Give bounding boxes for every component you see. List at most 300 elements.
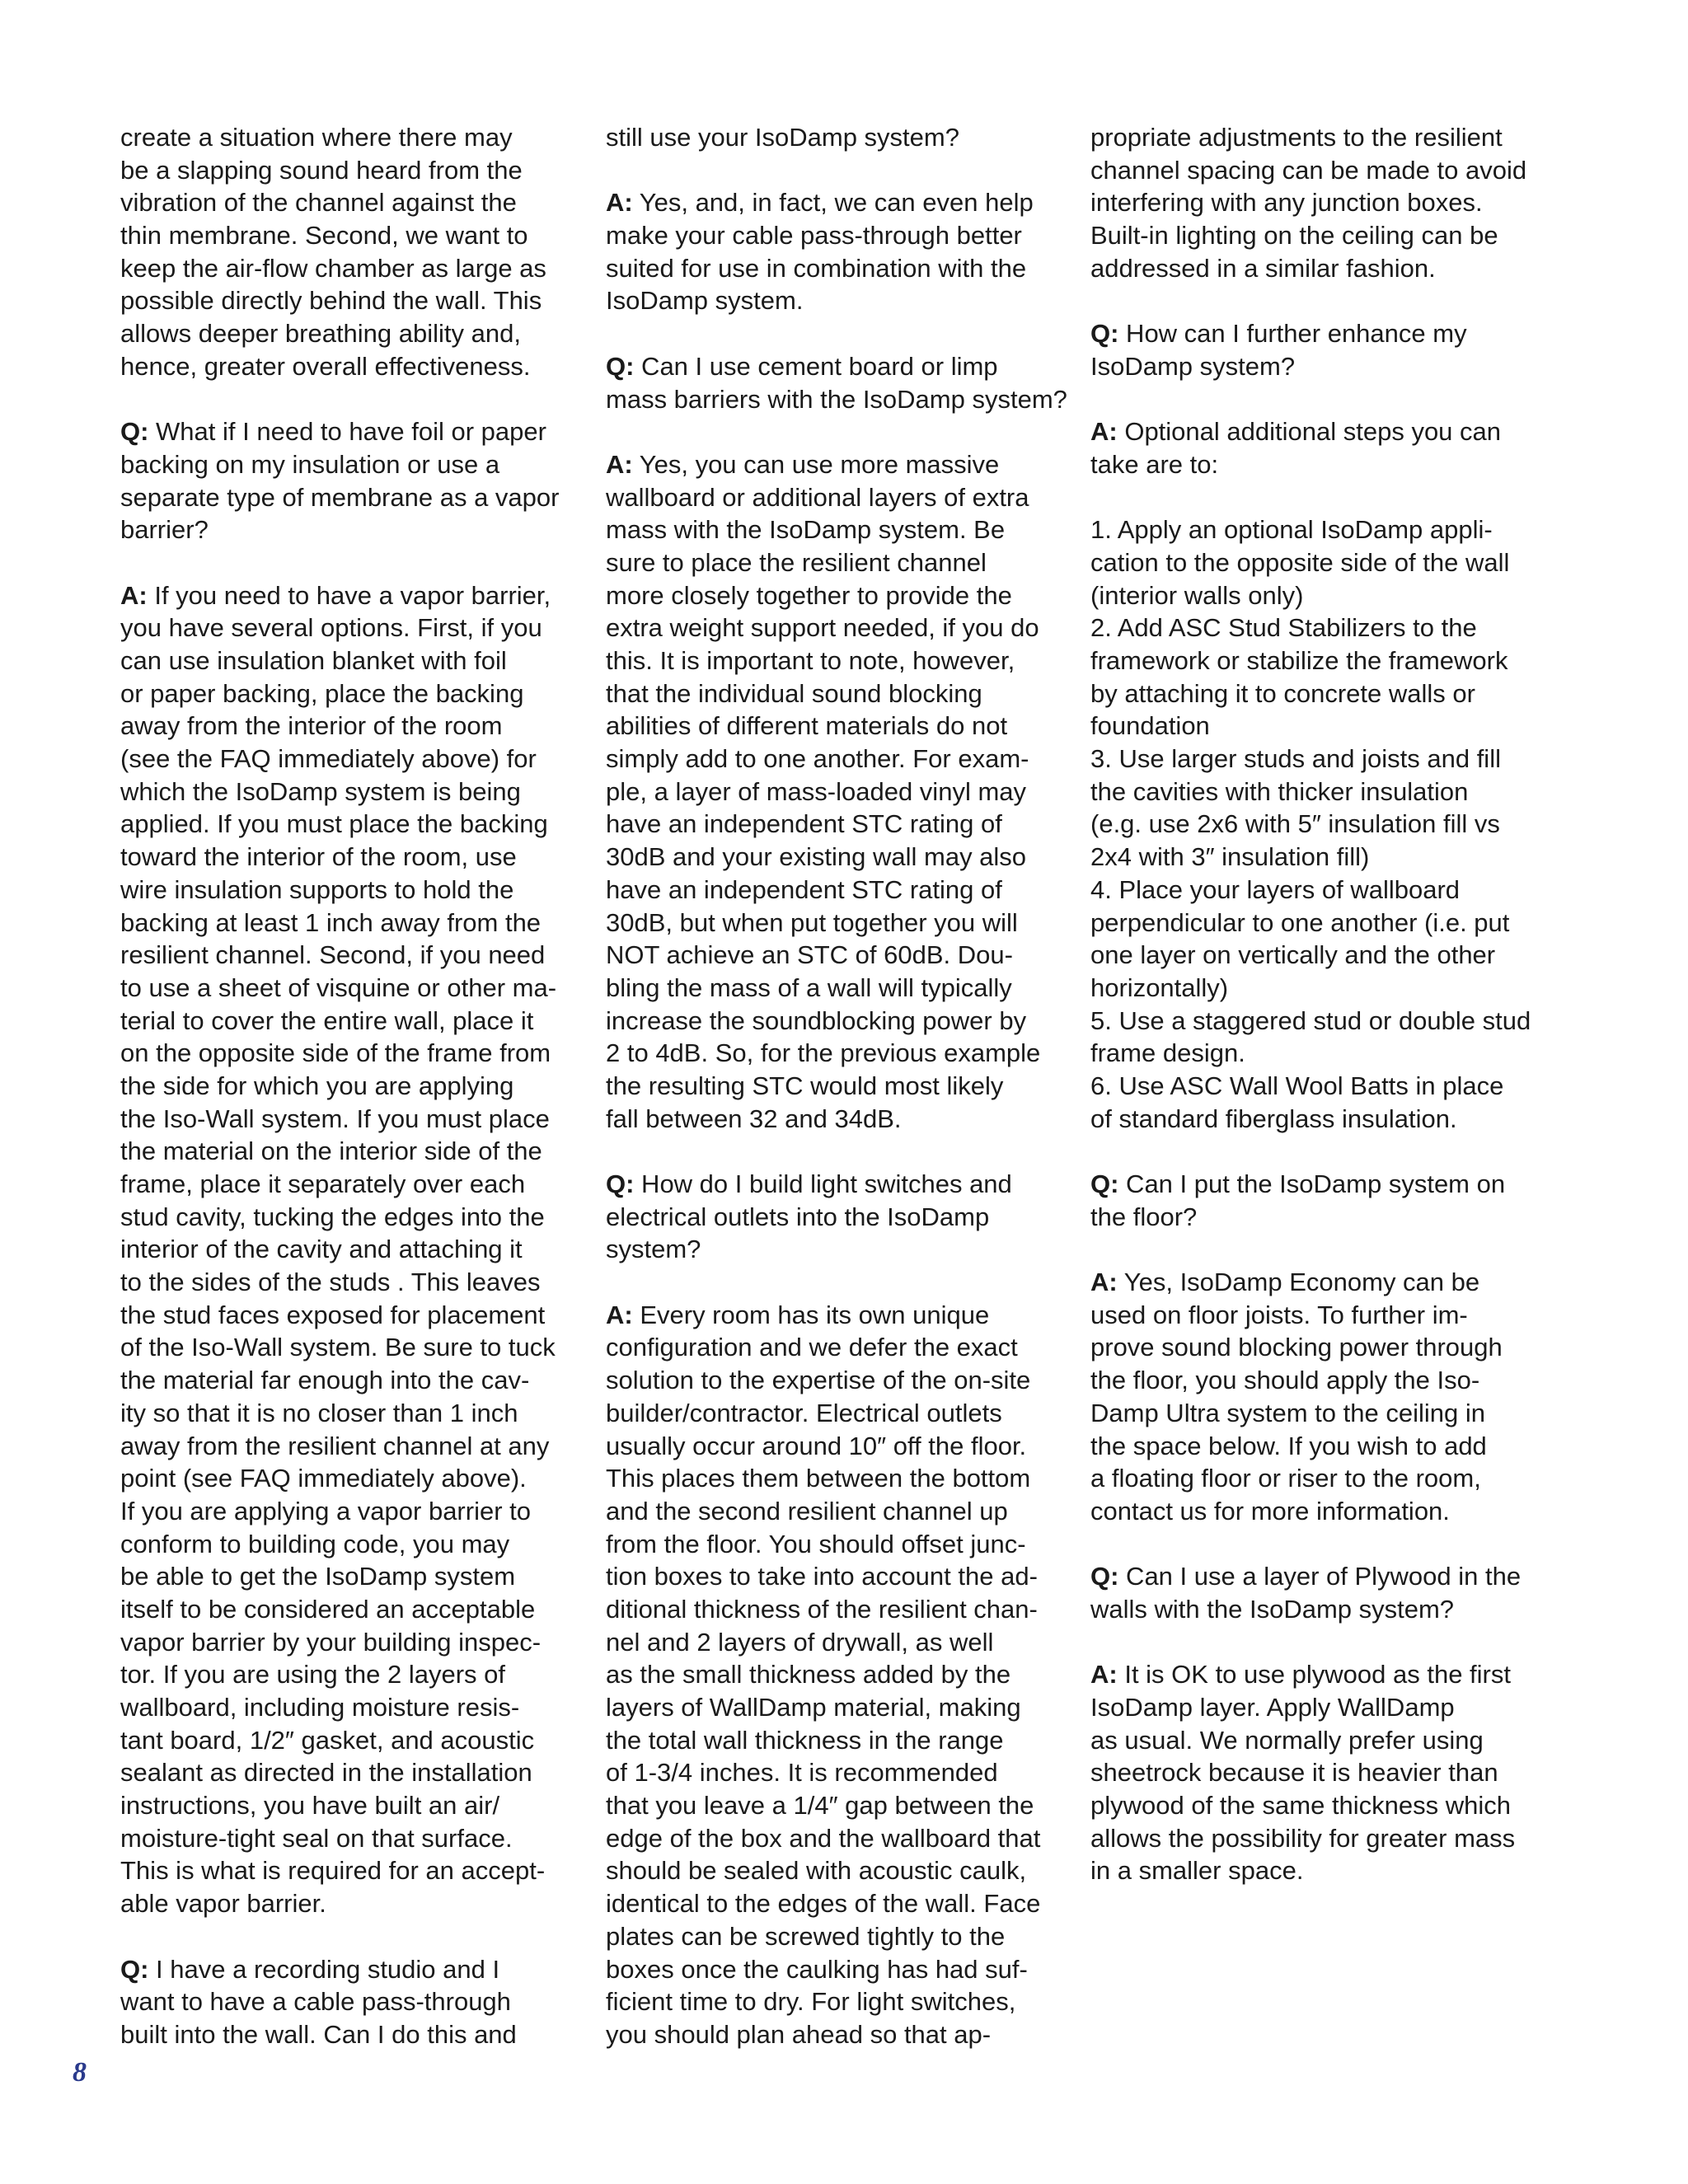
line-text: contact us for more information. — [1090, 1496, 1450, 1526]
paragraph-gap — [1090, 1528, 1568, 1561]
line-text: this. It is important to note, however, — [606, 646, 1015, 675]
line-text: the space below. If you wish to add — [1090, 1431, 1487, 1460]
text-line — [1090, 677, 1568, 710]
text-line — [120, 1756, 582, 1789]
text-line — [1090, 1070, 1568, 1103]
line-text: IsoDamp layer. Apply WallDamp — [1090, 1693, 1455, 1722]
line-text: cation to the opposite side of the wall — [1090, 547, 1510, 577]
text-line — [1090, 1691, 1568, 1724]
line-text: to use a sheet of visquine or other ma- — [120, 972, 557, 1002]
line-text: nel and 2 layers of drywall, as well — [606, 1627, 994, 1657]
line-text: suited for use in combination with the — [606, 253, 1027, 283]
line-text: built into the wall. Can I do this and — [120, 2019, 517, 2049]
text-line — [1090, 350, 1568, 383]
paragraph — [606, 121, 1076, 154]
faq-answer — [1090, 1658, 1568, 1887]
text-line — [606, 513, 1076, 546]
faq-question — [1090, 1560, 1568, 1625]
line-text: by attaching it to concrete walls or — [1090, 678, 1475, 708]
text-line — [120, 776, 582, 808]
qa-label: A: — [120, 580, 148, 610]
text-line — [120, 1854, 582, 1887]
line-text: configuration and we defer the exact — [606, 1333, 1018, 1362]
text-line — [120, 1430, 582, 1463]
text-line — [1090, 1495, 1568, 1528]
text-line — [120, 1103, 582, 1136]
paragraph-gap — [606, 154, 1076, 187]
text-line — [1090, 1430, 1568, 1463]
line-text: electrical outlets into the IsoDamp — [606, 1202, 990, 1231]
line-text: ple, a layer of mass-loaded vinyl may — [606, 776, 1027, 806]
line-text: layers of WallDamp material, making — [606, 1693, 1021, 1722]
faq-answer — [606, 1299, 1076, 2051]
faq-question — [606, 1168, 1076, 1266]
text-line — [1090, 219, 1568, 252]
text-line — [1090, 415, 1568, 448]
paragraph-gap — [606, 1266, 1076, 1299]
text-line — [1090, 317, 1568, 350]
text-line — [606, 546, 1076, 579]
text-line — [1090, 907, 1568, 940]
text-line — [120, 219, 582, 252]
line-text: I have a recording studio and I — [148, 1954, 500, 1984]
line-text: propriate adjustments to the resilient — [1090, 123, 1503, 152]
line-text: How can I further enhance my — [1118, 319, 1467, 349]
text-line — [606, 1168, 1076, 1201]
paragraph-gap — [120, 1920, 582, 1953]
paragraph-gap — [120, 383, 582, 416]
text-line — [606, 1985, 1076, 2018]
line-text: (see the FAQ immediately above) for — [120, 744, 537, 774]
text-line — [1090, 1266, 1568, 1299]
line-text: be a slapping sound heard from the — [120, 155, 523, 185]
line-text: and the second resilient channel up — [606, 1496, 1008, 1526]
line-text: that you leave a 1/4″ gap between the — [606, 1791, 1034, 1821]
faq-answer — [606, 448, 1076, 1135]
line-text: wallboard, including moisture resis- — [120, 1693, 520, 1722]
line-text: bling the mass of a wall will typically — [606, 972, 1012, 1002]
text-line — [1090, 1854, 1568, 1887]
text-line — [1090, 1822, 1568, 1855]
text-line — [606, 644, 1076, 677]
line-text: sealant as directed in the installation — [120, 1758, 532, 1788]
text-line — [1090, 1103, 1568, 1136]
line-text: How do I build light switches and — [634, 1169, 1012, 1198]
line-text: usually occur around 10″ off the floor. — [606, 1431, 1027, 1460]
line-text: take are to: — [1090, 449, 1219, 479]
text-line — [120, 710, 582, 743]
text-line — [120, 513, 582, 546]
line-text: want to have a cable pass-through — [120, 1987, 511, 2017]
text-line — [606, 1953, 1076, 1986]
line-text: Built-in lighting on the ceiling can be — [1090, 221, 1498, 251]
line-text: possible directly behind the wall. This — [120, 286, 542, 316]
text-line — [1090, 154, 1568, 187]
text-column-2 — [606, 121, 1076, 2051]
line-text: Can I use cement board or limp — [634, 351, 998, 381]
line-text: which the IsoDamp system is being — [120, 776, 521, 806]
text-line — [606, 1430, 1076, 1463]
text-line — [120, 448, 582, 481]
line-text: increase the soundblocking power by — [606, 1005, 1027, 1035]
line-text: walls with the IsoDamp system? — [1090, 1594, 1455, 1624]
faq-answer — [1090, 1266, 1568, 1528]
text-line — [606, 939, 1076, 972]
faq-question — [120, 1953, 582, 2051]
line-text: the stud faces exposed for placement — [120, 1300, 546, 1329]
text-line — [606, 1593, 1076, 1626]
line-text: the floor? — [1090, 1202, 1198, 1231]
line-text: ditional thickness of the resilient chan- — [606, 1594, 1038, 1624]
line-text: edge of the box and the wallboard that — [606, 1823, 1041, 1853]
line-text: This is what is required for an accept- — [120, 1856, 546, 1886]
line-text: more closely together to provide the — [606, 580, 1012, 610]
text-line — [606, 219, 1076, 252]
text-line — [120, 939, 582, 972]
qa-label: A: — [1090, 417, 1118, 447]
line-text: 6. Use ASC Wall Wool Batts in place — [1090, 1071, 1504, 1100]
line-text: tion boxes to take into account the ad- — [606, 1562, 1038, 1591]
page-number: 8 — [73, 2057, 87, 2088]
text-line — [606, 1103, 1076, 1136]
text-line — [120, 972, 582, 1005]
text-line — [1090, 1168, 1568, 1201]
text-line — [606, 1822, 1076, 1855]
line-text: ity so that it is no closer than 1 inch — [120, 1398, 518, 1427]
line-text: still use your IsoDamp system? — [606, 123, 959, 152]
line-text: extra weight support needed, if you do — [606, 613, 1039, 643]
paragraph-gap — [1090, 1233, 1568, 1266]
line-text: frame, place it separately over each — [120, 1169, 526, 1198]
text-line — [120, 1005, 582, 1038]
line-text: 2. Add ASC Stud Stabilizers to the — [1090, 613, 1477, 643]
line-text: addressed in a similar fashion. — [1090, 253, 1436, 283]
line-text: as usual. We normally prefer using — [1090, 1725, 1484, 1755]
text-line — [606, 776, 1076, 808]
text-line — [606, 1854, 1076, 1887]
line-text: backing on my insulation or use a — [120, 449, 500, 479]
text-line — [606, 874, 1076, 907]
text-line — [1090, 1658, 1568, 1691]
text-line — [1090, 186, 1568, 219]
text-line — [1090, 1005, 1568, 1038]
line-text: a floating floor or riser to the room, — [1090, 1464, 1481, 1493]
line-text: interfering with any junction boxes. — [1090, 188, 1483, 218]
line-text: 5. Use a staggered stud or double stud — [1090, 1005, 1531, 1035]
line-text: applied. If you must place the backing — [120, 809, 548, 839]
text-line — [606, 1397, 1076, 1430]
text-line — [120, 1462, 582, 1495]
text-column-1 — [120, 121, 582, 2051]
line-text: IsoDamp system. — [606, 286, 804, 316]
line-text: of 1-3/4 inches. It is recommended — [606, 1758, 998, 1788]
text-line — [606, 1528, 1076, 1561]
qa-label: Q: — [120, 1954, 149, 1984]
line-text: (e.g. use 2x6 with 5″ insulation fill vs — [1090, 809, 1500, 839]
paragraph-gap — [606, 415, 1076, 448]
line-text: moisture-tight seal on that surface. — [120, 1823, 513, 1853]
line-text: the material far enough into the cav- — [120, 1366, 530, 1395]
line-text: used on floor joists. To further im- — [1090, 1300, 1468, 1329]
text-line — [606, 448, 1076, 481]
line-text: identical to the edges of the wall. Face — [606, 1889, 1041, 1919]
text-line — [120, 1037, 582, 1070]
text-line — [606, 121, 1076, 154]
text-line — [606, 383, 1076, 416]
text-line — [1090, 1593, 1568, 1626]
line-text: vibration of the channel against the — [120, 188, 517, 218]
text-line — [606, 1462, 1076, 1495]
text-line — [606, 710, 1076, 743]
line-text: framework or stabilize the framework — [1090, 646, 1508, 675]
paragraph-gap — [1090, 284, 1568, 317]
line-text: 1. Apply an optional IsoDamp appli- — [1090, 515, 1493, 545]
line-text: allows the possibility for greater mass — [1090, 1823, 1516, 1853]
line-text: vapor barrier by your building inspec- — [120, 1627, 542, 1657]
text-line — [120, 1168, 582, 1201]
line-text: to the sides of the studs . This leaves — [120, 1268, 541, 1297]
paragraph — [1090, 121, 1568, 284]
text-line — [120, 154, 582, 187]
line-text: Damp Ultra system to the ceiling in — [1090, 1398, 1485, 1427]
text-line — [606, 1070, 1076, 1103]
text-line — [1090, 1462, 1568, 1495]
text-line — [606, 1331, 1076, 1364]
line-text: 2x4 with 3″ insulation fill) — [1090, 842, 1370, 872]
line-text: channel spacing can be made to avoid — [1090, 155, 1527, 185]
line-text: keep the air-flow chamber as large as — [120, 253, 546, 283]
text-line — [606, 1756, 1076, 1789]
text-line — [120, 1953, 582, 1986]
qa-label: Q: — [606, 351, 635, 381]
text-line — [120, 252, 582, 285]
line-text: It is OK to use plywood as the first — [1117, 1660, 1511, 1690]
text-line — [120, 1201, 582, 1234]
text-line — [120, 1135, 582, 1168]
text-line — [606, 1299, 1076, 1332]
text-line — [120, 481, 582, 514]
faq-answer — [606, 186, 1076, 317]
paragraph-gap — [1090, 1135, 1568, 1168]
text-line — [606, 579, 1076, 612]
text-line — [120, 743, 582, 776]
faq-question — [606, 350, 1076, 415]
line-text: you should plan ahead so that ap- — [606, 2019, 992, 2049]
text-line — [1090, 448, 1568, 481]
line-text: sheetrock because it is heavier than — [1090, 1758, 1498, 1788]
paragraph-gap — [120, 546, 582, 579]
qa-label: A: — [606, 1300, 633, 1329]
text-line — [1090, 1331, 1568, 1364]
line-text: mass barriers with the IsoDamp system? — [606, 384, 1067, 414]
line-text: NOT achieve an STC of 60dB. Dou- — [606, 940, 1013, 970]
text-line — [606, 1005, 1076, 1038]
text-line — [120, 1691, 582, 1724]
line-text: hence, greater overall effectiveness. — [120, 351, 531, 381]
line-text: the side for which you are applying — [120, 1071, 514, 1100]
text-line — [606, 186, 1076, 219]
text-line — [120, 874, 582, 907]
qa-label: Q: — [1090, 1562, 1119, 1591]
text-line — [1090, 939, 1568, 972]
line-text: plywood of the same thickness which — [1090, 1791, 1512, 1821]
line-text: create a situation where there may — [120, 123, 513, 152]
line-text: thin membrane. Second, we want to — [120, 221, 528, 251]
text-line — [120, 317, 582, 350]
text-line — [606, 2018, 1076, 2051]
text-line — [1090, 1724, 1568, 1757]
text-line — [1090, 1756, 1568, 1789]
line-text: have an independent STC rating of — [606, 874, 1002, 904]
text-line — [120, 186, 582, 219]
text-line — [1090, 612, 1568, 644]
text-line — [1090, 546, 1568, 579]
line-text: perpendicular to one another (i.e. put — [1090, 907, 1510, 937]
line-text: of the Iso-Wall system. Be sure to tuck — [120, 1333, 556, 1362]
text-line — [606, 1233, 1076, 1266]
line-text: foundation — [1090, 711, 1210, 741]
line-text: mass with the IsoDamp system. Be — [606, 515, 1006, 545]
line-text: If you need to have a vapor barrier, — [147, 580, 551, 610]
line-text: sure to place the resilient channel — [606, 547, 987, 577]
line-text: have an independent STC rating of — [606, 809, 1002, 839]
text-line — [1090, 874, 1568, 907]
text-line — [1090, 841, 1568, 874]
line-text: separate type of membrane as a vapor — [120, 482, 560, 512]
line-text: backing at least 1 inch away from the — [120, 907, 542, 937]
line-text: wallboard or additional layers of extra — [606, 482, 1029, 512]
text-line — [120, 1495, 582, 1528]
qa-label: A: — [606, 449, 633, 479]
text-line — [606, 612, 1076, 644]
text-line — [606, 1920, 1076, 1953]
line-text: Can I use a layer of Plywood in the — [1118, 1562, 1522, 1591]
line-text: solution to the expertise of the on-site — [606, 1366, 1031, 1395]
text-line — [1090, 972, 1568, 1005]
line-text: 4. Place your layers of wallboard — [1090, 874, 1461, 904]
text-line — [120, 1233, 582, 1266]
line-text: the material on the interior side of the — [120, 1137, 542, 1166]
faq-question — [1090, 317, 1568, 382]
text-line — [120, 1528, 582, 1561]
line-text: itself to be considered an acceptable — [120, 1594, 536, 1624]
qa-label: Q: — [1090, 319, 1119, 349]
text-line — [1090, 743, 1568, 776]
faq-answer — [120, 579, 582, 1920]
line-text: system? — [606, 1235, 701, 1264]
text-line — [120, 808, 582, 841]
paragraph-gap — [606, 1135, 1076, 1168]
line-text: the cavities with thicker insulation — [1090, 776, 1469, 806]
line-text: toward the interior of the room, use — [120, 842, 517, 872]
line-text: you have several options. First, if you — [120, 613, 542, 643]
text-line — [120, 1070, 582, 1103]
line-text: simply add to one another. For exam- — [606, 744, 1029, 774]
line-text: boxes once the caulking has had suf- — [606, 1954, 1028, 1984]
text-line — [1090, 1560, 1568, 1593]
line-text: Can I put the IsoDamp system on — [1118, 1169, 1506, 1198]
text-line — [1090, 1397, 1568, 1430]
faq-answer — [1090, 415, 1568, 480]
text-line — [606, 1724, 1076, 1757]
text-line — [120, 1887, 582, 1920]
line-text: horizontally) — [1090, 972, 1229, 1002]
faq-question — [1090, 1168, 1568, 1233]
text-line — [606, 481, 1076, 514]
text-line — [606, 1560, 1076, 1593]
line-text: away from the resilient channel at any — [120, 1431, 550, 1460]
text-line — [1090, 1364, 1568, 1397]
text-line — [120, 1593, 582, 1626]
text-line — [1090, 1299, 1568, 1332]
text-line — [606, 1887, 1076, 1920]
text-line — [1090, 1201, 1568, 1234]
line-text: that the individual sound blocking — [606, 678, 982, 708]
line-text: abilities of different materials do not — [606, 711, 1008, 741]
line-text: tor. If you are using the 2 layers of — [120, 1660, 505, 1690]
line-text: ficient time to dry. For light switches, — [606, 1987, 1016, 2017]
paragraph-gap — [606, 317, 1076, 350]
line-text: barrier? — [120, 515, 209, 545]
text-line — [606, 1201, 1076, 1234]
paragraph — [1090, 513, 1568, 1135]
qa-label: A: — [606, 188, 633, 218]
line-text: 2 to 4dB. So, for the previous example — [606, 1038, 1041, 1068]
paragraph — [120, 121, 582, 383]
text-line — [606, 972, 1076, 1005]
line-text: tant board, 1/2″ gasket, and acoustic — [120, 1725, 535, 1755]
text-line — [120, 1299, 582, 1332]
text-line — [606, 1789, 1076, 1822]
qa-label: Q: — [120, 417, 149, 447]
line-text: If you are applying a vapor barrier to — [120, 1496, 531, 1526]
text-line — [120, 121, 582, 154]
line-text: on the opposite side of the frame from — [120, 1038, 551, 1068]
qa-label: Q: — [606, 1169, 635, 1198]
faq-question — [120, 415, 582, 546]
text-line — [606, 252, 1076, 285]
line-text: can use insulation blanket with foil — [120, 646, 507, 675]
text-line — [606, 808, 1076, 841]
line-text: as the small thickness added by the — [606, 1660, 1011, 1690]
line-text: make your cable pass-through better — [606, 221, 1022, 251]
text-line — [120, 2018, 582, 2051]
line-text: Optional additional steps you can — [1117, 417, 1502, 447]
line-text: the resulting STC would most likely — [606, 1071, 1004, 1100]
text-line — [1090, 808, 1568, 841]
text-line — [606, 350, 1076, 383]
line-text: terial to cover the entire wall, place it — [120, 1005, 534, 1035]
line-text: Yes, IsoDamp Economy can be — [1117, 1268, 1480, 1297]
text-line — [606, 907, 1076, 940]
line-text: Every room has its own unique — [632, 1300, 990, 1329]
text-line — [120, 1985, 582, 2018]
qa-label: Q: — [1090, 1169, 1119, 1198]
line-text: builder/contractor. Electrical outlets — [606, 1398, 1002, 1427]
text-line — [606, 1691, 1076, 1724]
text-line — [120, 1822, 582, 1855]
line-text: the floor, you should apply the Iso- — [1090, 1366, 1480, 1395]
text-line — [120, 907, 582, 940]
text-line — [120, 677, 582, 710]
text-line — [1090, 776, 1568, 808]
line-text: instructions, you have built an air/ — [120, 1791, 500, 1821]
line-text: should be sealed with acoustic caulk, — [606, 1856, 1027, 1886]
text-line — [120, 644, 582, 677]
text-line — [120, 1789, 582, 1822]
line-text: IsoDamp system? — [1090, 351, 1296, 381]
text-line — [1090, 644, 1568, 677]
